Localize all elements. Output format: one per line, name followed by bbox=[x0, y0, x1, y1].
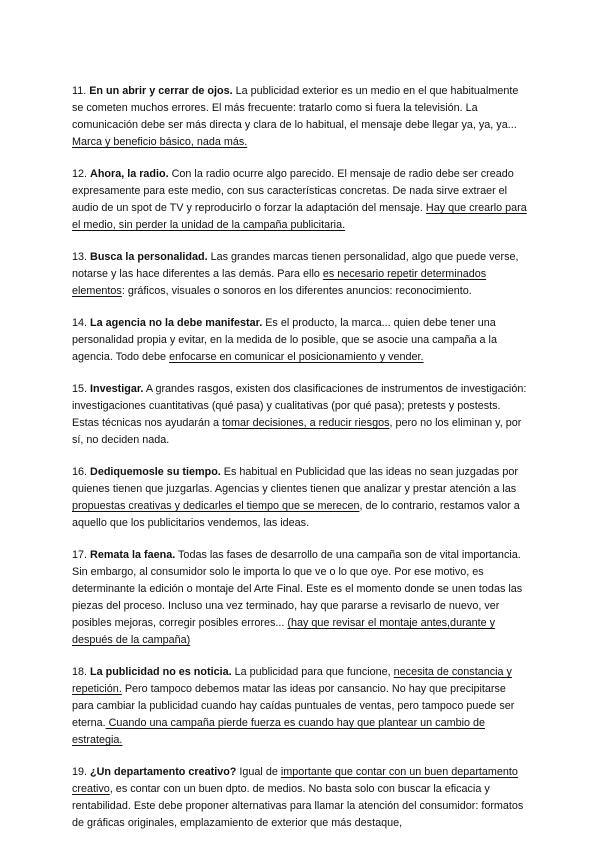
item-title: La agencia no la debe manifestar. bbox=[90, 317, 263, 329]
body-text: Pero tampoco debemos matar las ideas por cansancio. No hay que precipitarse para cambiar la publicidad cuando hay caídas puntuales de ventas, pero tampoco puede ser eterna. bbox=[72, 683, 515, 729]
item-title: La publicidad no es noticia. bbox=[90, 666, 232, 678]
body-text: , es contar con un buen dpto. de medios. No basta solo con buscar la eficacia y rentabilidad. Este debe proponer alternativas para llamar la atención del consumidor: formatos de gráficas originales, emplazamiento de exterior que más destaque, bbox=[72, 783, 524, 829]
body-text: , de lo contrario, restamos valor a aquello que los publicitarios vendemos, las ideas. bbox=[72, 500, 520, 529]
list-item bbox=[72, 664, 528, 749]
item-number: 15. bbox=[72, 383, 88, 395]
item-number: 14. bbox=[72, 317, 88, 329]
underlined-text: importante que contar con un buen departamento creativo bbox=[72, 766, 518, 795]
item-title: En un abrir y cerrar de ojos. bbox=[89, 85, 233, 97]
item-title: Ahora, la radio. bbox=[90, 168, 169, 180]
list-item bbox=[72, 249, 528, 300]
item-number: 18. bbox=[72, 666, 88, 678]
body-text: Igual de bbox=[236, 766, 281, 778]
item-title: ¿Un departamento creativo? bbox=[90, 766, 237, 778]
underlined-text: Marca y beneficio básico, nada más. bbox=[72, 136, 248, 148]
body-text: Es habitual en Publicidad que las ideas no sean juzgadas por quienes tienen que juzgarlas. Agencias y clientes tienen que analizar y prestar atención a las bbox=[72, 466, 518, 495]
item-number: 13. bbox=[72, 251, 88, 263]
item-number: 16. bbox=[72, 466, 88, 478]
underlined-text: tomar decisiones, a reducir riesgos bbox=[222, 417, 390, 429]
underlined-text: enfocarse en comunicar el posicionamiento y vender. bbox=[169, 351, 424, 363]
body-text: A grandes rasgos, existen dos clasificaciones de instrumentos de investigación: investigaciones cuantitativas (qué pasa) y cualitativas (por qué pasa); pretests y postests. Estas técnicas nos ayudarán a bbox=[72, 383, 527, 429]
body-text: Las grandes marcas tienen personalidad, algo que puede verse, notarse y las hace diferentes a las demás. Para ello bbox=[72, 251, 519, 280]
list-item bbox=[72, 166, 528, 234]
list-item bbox=[72, 764, 528, 832]
body-text: Con la radio ocurre algo parecido. El mensaje de radio debe ser creado expresamente para este medio, con sus características concretas. De nada sirve extraer el audio de un spot de TV y reproducirlo o forzar la adaptación del mensaje. bbox=[72, 168, 514, 214]
body-text: Es el producto, la marca... quien debe tener una personalidad propia y evitar, en la medida de lo posible, que se asocie una campaña a la agencia. Todo debe bbox=[72, 317, 497, 363]
list-item bbox=[72, 315, 528, 366]
underlined-text: Hay que crearlo para el medio, sin perder la unidad de la campaña publicitaria. bbox=[72, 202, 527, 231]
underlined-text: es necesario repetir determinados elementos bbox=[72, 268, 487, 297]
list-item bbox=[72, 547, 528, 649]
item-title: Busca la personalidad. bbox=[90, 251, 208, 263]
list-item bbox=[72, 83, 528, 151]
item-title: Remata la faena. bbox=[90, 549, 176, 561]
underlined-text: Cuando una campaña pierde fuerza es cuando hay que plantear un cambio de estrategia. bbox=[72, 717, 485, 746]
body-text: , pero no los eliminan y, por sí, no deciden nada. bbox=[72, 417, 522, 446]
body-text: La publicidad exterior es un medio en el que habitualmente se cometen muchos errores. El más frecuente: tratarlo como si fuera la televisión. La comunicación debe ser más directa y clara de lo habitual, el mensaje debe llegar ya, ya, ya... bbox=[72, 85, 519, 131]
item-number: 12. bbox=[72, 168, 88, 180]
item-number: 11. bbox=[72, 85, 87, 97]
item-number: 19. bbox=[72, 766, 88, 778]
underlined-text: propuestas creativas y dedicarles el tiempo que se merecen bbox=[72, 500, 360, 512]
body-text: Todas las fases de desarrollo de una campaña son de vital importancia. Sin embargo, al consumidor solo le importa lo que ve o lo que oye. Por ese motivo, es determinante la edición o montaje del Arte Final. Este es el momento donde se unen todas las piezas del proceso. Incluso una vez terminado, hay que pararse a revisarlo de nuevo, ver posibles mejoras, corregir posibles errores... bbox=[72, 549, 523, 629]
body-text: : gráficos, visuales o sonoros en los diferentes anuncios: reconocimiento. bbox=[121, 285, 472, 297]
item-title: Dediquemosle su tiempo. bbox=[90, 466, 221, 478]
item-number: 17. bbox=[72, 549, 88, 561]
underlined-text: necesita de constancia y repetición. bbox=[72, 666, 512, 695]
body-text: La publicidad para que funcione, bbox=[231, 666, 394, 678]
list-item bbox=[72, 464, 528, 532]
list-item bbox=[72, 381, 528, 449]
underlined-text: (hay que revisar el montaje antes,durante y después de la campaña) bbox=[72, 617, 496, 646]
item-title: Investigar. bbox=[90, 383, 144, 395]
